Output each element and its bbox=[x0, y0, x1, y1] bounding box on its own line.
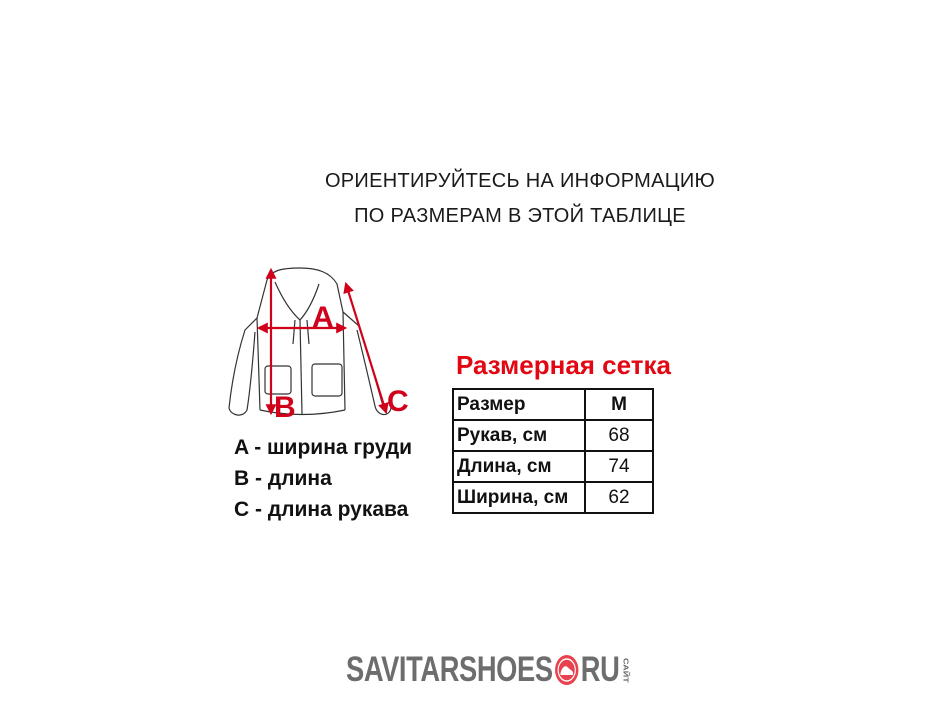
row-label: Длина, см bbox=[453, 451, 585, 482]
row-value: 62 bbox=[585, 482, 653, 513]
row-value: 74 bbox=[585, 451, 653, 482]
logo-text-left: SAVITARSHOES bbox=[346, 650, 553, 689]
shoe-badge-icon bbox=[553, 653, 580, 687]
logo-small-text: САЙТ bbox=[621, 657, 630, 683]
table-row bbox=[453, 420, 653, 451]
label-a: A bbox=[312, 301, 334, 334]
label-b: B bbox=[274, 391, 296, 424]
size-table bbox=[452, 388, 654, 514]
jacket-measurement-diagram bbox=[205, 260, 420, 425]
header-size: M bbox=[585, 389, 653, 420]
intro-line-1: ОРИЕНТИРУЙТЕСЬ НА ИНФОРМАЦИЮ bbox=[324, 170, 716, 192]
row-value: 68 bbox=[585, 420, 653, 451]
arrow-c bbox=[346, 284, 386, 412]
legend-a: A - ширина груди bbox=[234, 436, 413, 459]
size-grid-title: Размерная сетка bbox=[456, 350, 671, 380]
label-c: C bbox=[387, 385, 409, 418]
row-label: Ширина, см bbox=[453, 482, 585, 513]
brand-logo bbox=[346, 648, 630, 692]
measurement-legend bbox=[234, 432, 412, 525]
table-row bbox=[453, 451, 653, 482]
intro-line-2: ПО РАЗМЕРАМ В ЭТОЙ ТАБЛИЦЕ bbox=[354, 205, 686, 227]
logo-text-right: RU bbox=[580, 650, 620, 689]
jacket-outline bbox=[229, 268, 391, 415]
header-label: Размер bbox=[453, 389, 585, 420]
legend-c: C - длина рукава bbox=[234, 498, 409, 521]
row-label: Рукав, см bbox=[453, 420, 585, 451]
legend-b: B - длина bbox=[234, 467, 332, 490]
table-row bbox=[453, 482, 653, 513]
table-header-row bbox=[453, 389, 653, 420]
